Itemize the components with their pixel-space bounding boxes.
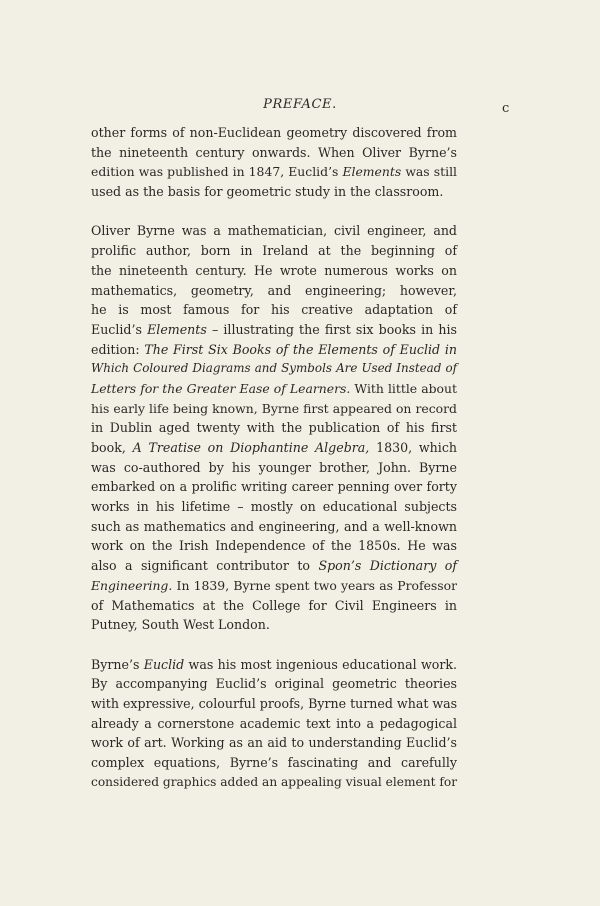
text-line: Oliver Byrne was a mathematician, civil engineer, and [91, 223, 457, 239]
text-run: – illustrating the first six books in his [206, 321, 457, 337]
text-line: embarked on a prolific writing career penning over forty [91, 479, 457, 495]
text-line: considered graphics added an appealing visual element for [91, 774, 458, 789]
paragraph-1 [91, 123, 457, 202]
italic-title: The First Six Books of the Elements of Euclid in [144, 341, 457, 357]
text-run: Byrne’s [91, 656, 144, 672]
text-line [91, 576, 457, 596]
text-line [91, 655, 457, 675]
text-line: work on the Irish Independence of the 1850s. He was [91, 538, 457, 554]
paragraph-gap [91, 635, 457, 655]
text-run: edition was published in 1847, Euclid’s [91, 164, 343, 180]
text-line [91, 438, 457, 458]
body-text [91, 123, 457, 792]
italic-title: Elements [147, 321, 207, 337]
text-run: was still [401, 164, 457, 180]
text-line: such as mathematics and engineering, and a well-known [91, 518, 457, 534]
text-line: used as the basis for geometric study in the classroom. [91, 184, 444, 200]
italic-title: A Treatise on Diophantine Algebra, [132, 440, 370, 455]
text-line: his early life being known, Byrne first appeared on record [91, 400, 457, 416]
text-line: mathematics, geometry, and engineering; however, [91, 282, 457, 298]
text-line [91, 162, 457, 182]
paragraph-3 [91, 655, 457, 793]
text-run: Euclid’s [91, 321, 148, 337]
text-line: Which Coloured Diagrams and Symbols Are Used Instead of [91, 361, 457, 376]
text-run: also a significant contributor to [91, 558, 319, 574]
text-run: book, [91, 440, 133, 455]
text-line [91, 379, 457, 399]
text-line: he is most famous for his creative adaptation of [91, 302, 457, 318]
text-line: with expressive, colourful proofs, Byrne turned what was [91, 695, 458, 711]
text-run: was his most ingenious educational work. [184, 656, 457, 672]
text-line: of Mathematics at the College for Civil Engineers in [91, 597, 457, 613]
text-run: With little about [350, 380, 457, 396]
paragraph-gap [91, 202, 457, 222]
text-line: works in his lifetime – mostly on educational subjects [91, 499, 457, 515]
running-title: PREFACE. [263, 97, 337, 112]
text-line: other forms of non-Euclidean geometry discovered from [91, 125, 457, 140]
text-line: the nineteenth century onwards. When Oliver Byrne’s [91, 144, 457, 160]
paragraph-2 [91, 221, 457, 634]
text-line [91, 340, 457, 360]
italic-title: Elements [342, 164, 402, 180]
italic-title: Letters for the Greater Ease of Learners. [91, 380, 351, 396]
text-line: was co-authored by his younger brother, John. Byrne [91, 459, 457, 475]
italic-title: Spon’s Dictionary of [318, 558, 458, 574]
italic-title: Engineering. [91, 577, 173, 593]
text-line: already a cornerstone academic text into a pedagogical [91, 715, 457, 731]
italic-title: Euclid [143, 656, 185, 672]
text-line: By accompanying Euclid’s original geometric theories [91, 676, 457, 692]
text-line: complex equations, Byrne’s fascinating and carefully [91, 755, 457, 770]
text-line: Putney, South West London. [91, 617, 270, 633]
text-run: 1830, which [369, 440, 457, 455]
text-line [91, 556, 457, 576]
page-number: c [502, 101, 510, 116]
text-line: the nineteenth century. He wrote numerous works on [91, 262, 457, 278]
text-line: work of art. Working as an aid to understanding Euclid’s [91, 735, 457, 751]
text-run: In 1839, Byrne spent two years as Professor [172, 577, 457, 593]
text-line: in Dublin aged twenty with the publication of his first [91, 420, 457, 436]
text-line: prolific author, born in Ireland at the beginning of [91, 243, 457, 259]
text-run: edition: [91, 341, 145, 357]
text-line [91, 320, 457, 340]
